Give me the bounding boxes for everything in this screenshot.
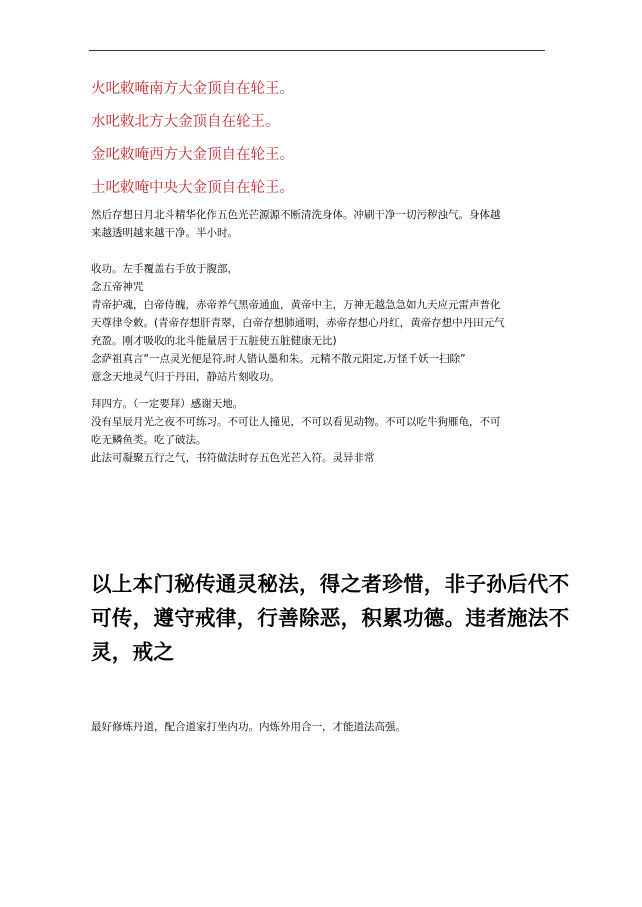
rules-line: 没有星辰月光之夜不可练习。不可让人撞见，不可以看见动物。不可以吃牛狗雁龟，不可 xyxy=(91,416,501,428)
closing-line: 天尊律令敕。(青帝存想肝青翠，白帝存想肺通明，赤帝存想心丹红，黄帝存想中丹田元气 xyxy=(91,317,505,329)
closing-paragraph xyxy=(91,260,553,386)
mantra-earth: 土叱敕唵中央大金顶自在轮王。 xyxy=(91,180,294,196)
warning-line: 灵，戒之 xyxy=(91,640,175,664)
mantra-fire: 火叱敕唵南方大金顶自在轮王。 xyxy=(91,81,294,97)
header-rule xyxy=(89,50,545,51)
visualization-line: 来越透明越来越干净。半小时。 xyxy=(91,227,238,239)
mantra-list xyxy=(91,79,551,211)
closing-line: 念萨祖真言“一点灵光便是符,时人错认墨和朱。元精不散元阳定,万怪千妖一扫除” xyxy=(91,353,466,365)
closing-line: 念五帝神咒 xyxy=(91,281,144,293)
rules-line: 吃无鳞鱼类。吃了破法。 xyxy=(91,434,207,446)
visualization-paragraph xyxy=(91,206,553,242)
warning-line: 以上本门秘传通灵秘法，得之者珍惜，非子孙后代不 xyxy=(91,572,570,596)
rules-line: 拜四方。（一定要拜）感谢天地。 xyxy=(91,398,244,410)
visualization-line: 然后存想日月北斗精华化作五色光芒源源不断清洗身体。冲刷干净一切污秽浊气。身体越 xyxy=(91,209,501,221)
mantra-water: 水叱敕北方大金顶自在轮王。 xyxy=(91,114,280,130)
closing-line: 意念天地灵气归于丹田，静站片刻收功。 xyxy=(91,371,280,383)
closing-line: 充盈。刚才吸收的北斗能量居于五脏使五脏健康无比) xyxy=(91,335,337,347)
closing-line: 收功。左手覆盖右手放于腹部， xyxy=(91,263,238,275)
mantra-metal: 金叱敕唵西方大金顶自在轮王。 xyxy=(91,147,294,163)
warning-heading xyxy=(91,567,570,669)
footer-note: 最好修炼丹道，配合道家打坐内功。内炼外用合一，才能道法高强。 xyxy=(91,721,406,733)
warning-line: 可传，遵守戒律，行善除恶，积累功德。违者施法不 xyxy=(91,606,570,630)
rules-paragraph xyxy=(91,395,553,467)
rules-line: 此法可凝聚五行之气，书符做法时存五色光芒入符。灵异非常 xyxy=(91,452,375,464)
closing-line: 青帝护魂，白帝侍魄，赤帝养气黑帝通血，黄帝中主，万神无越急急如九天应元雷声普化 xyxy=(91,299,501,311)
